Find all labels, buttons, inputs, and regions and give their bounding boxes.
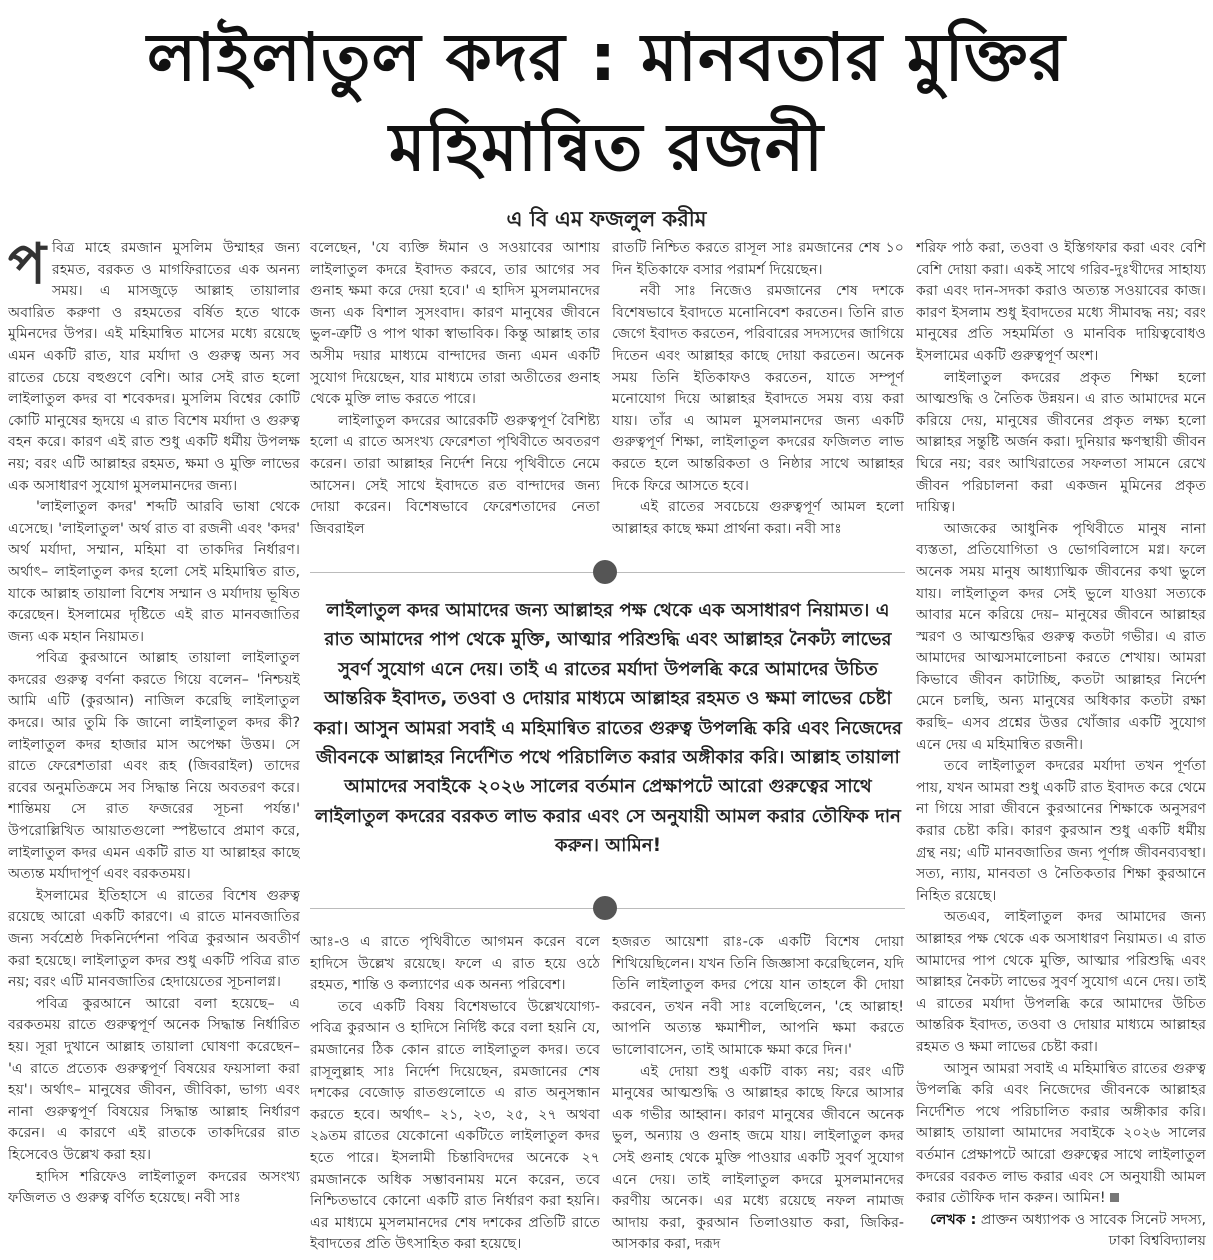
article-column-4 bbox=[916, 238, 1206, 1258]
end-mark-icon bbox=[1110, 1193, 1119, 1202]
author-description: প্রাক্তন অধ্যাপক ও সাবেক সিনেট সদস্য, ঢাকা বিশ্ববিদ্যালয় bbox=[980, 1211, 1206, 1250]
article-column-2-top bbox=[310, 238, 600, 548]
paragraph: পবিত্র কুরআনে আরো বলা হয়েছে– এ বরকতময় রাতে গুরুত্বপূর্ণ অনেক সিদ্ধান্ত নির্ধারিত হয়। সূরা দুখানে আল্লাহ তায়ালা ঘোষণা করেছেন– 'এ রাতে প্রত্যেক গুরুত্বপূর্ণ বিষয়ের ফয়সালা করা হয়'। অর্থাৎ– মানুষের জীবন, জীবিকা, ভাগ্য এবং নানা গুরুত্বপূর্ণ বিষয়ের সিদ্ধান্ত আল্লাহ নির্ধারণ করেন। এ কারণে এই রাতকে তাকদিরের রাত হিসেবেও উল্লেখ করা হয়। bbox=[8, 995, 300, 1163]
paragraph: হাদিস শরিফেও লাইলাতুল কদরের অসংখ্য ফজিলত ও গুরুত্ব বর্ণিত হয়েছে। নবী সাঃ bbox=[8, 1168, 300, 1207]
paragraph: লাইলাতুল কদরের আরেকটি গুরুত্বপূর্ণ বৈশিষ্ট্য হলো এ রাতে অসংখ্য ফেরেশতা পৃথিবীতে অবতরণ করেন। তারা আল্লাহর নির্দেশ নিয়ে পৃথিবীতে নেমে আসেন। সেই সাথে ইবাদতে রত বান্দাদের জন্য দোয়া করেন। বিশেষভাবে ফেরেশতাদের নেতা জিবরাইল bbox=[310, 412, 600, 537]
article-column-2-bottom bbox=[310, 932, 600, 1257]
author-note bbox=[916, 1210, 1206, 1253]
paragraph: এই রাতের সবচেয়ে গুরুত্বপূর্ণ আমল হলো আল্লাহর কাছে ক্ষমা প্রার্থনা করা। নবী সাঃ bbox=[612, 499, 904, 537]
article-column-3-bottom bbox=[612, 932, 904, 1257]
paragraph: আঃ-ও এ রাতে পৃথিবীতে আগমন করেন বলে হাদিসে উল্লেখ রয়েছে। ফলে এ রাত হয়ে ওঠে রহমত, শান্তি ও কল্যাণের এক অনন্য পরিবেশ। bbox=[310, 934, 600, 994]
article-column-1 bbox=[8, 238, 300, 1258]
pull-quote: লাইলাতুল কদর আমাদের জন্য আল্লাহর পক্ষ থেকে এক অসাধারণ নিয়ামত। এ রাত আমাদের পাপ থেকে মুক্তি, আত্মার পরিশুদ্ধি এবং আল্লাহর নৈকট্য লাভের সুবর্ণ সুযোগ এনে দেয়। তাই এ রাতের মর্যাদা উপলব্ধি করে আমাদের উচিত আন্তরিক ইবাদত, তওবা ও দোয়ার মাধ্যমে আল্লাহর রহমত ও ক্ষমা লাভের চেষ্টা করা। আসুন আমরা সবাই এ মহিমান্বিত রাতের গুরুত্ব উপলব্ধি করি এবং নিজেদের জীবনকে আল্লাহর নির্দেশিত পথে পরিচালিত করার অঙ্গীকার করি। আল্লাহ তায়ালা আমাদের সবাইকে ২০২৬ সালের বর্তমান প্রেক্ষাপটে আরো গুরুত্বের সাথে লাইলাতুল কদরের বরকত লাভ করার এবং সে অনুযায়ী আমল করার তৌফিক দান করুন। আমিন! bbox=[313, 600, 903, 857]
article-column-3-top bbox=[612, 238, 904, 548]
paragraph bbox=[8, 238, 300, 497]
byline: এ বি এম ফজলুল করীম bbox=[506, 207, 707, 231]
paragraph: লাইলাতুল কদরের প্রকৃত শিক্ষা হলো আত্মশুদ্ধি ও নৈতিক উন্নয়ন। এ রাত আমাদের মনে করিয়ে দেয়, মানুষের জীবনের প্রকৃত লক্ষ্য হলো আল্লাহর সন্তুষ্টি অর্জন করা। দুনিয়ার ক্ষণস্থায়ী জীবন ঘিরে নয়; বরং আখিরাতের সফলতা সামনে রেখে জীবন পরিচালনা করা একজন মুমিনের প্রকৃত দায়িত্ব। bbox=[916, 369, 1206, 516]
paragraph: তবে লাইলাতুল কদরের মর্যাদা তখন পূর্ণতা পায়, যখন আমরা শুধু একটি রাত ইবাদত করে থেমে না গিয়ে সারা জীবনে কুরআনের শিক্ষাকে অনুসরণ করার চেষ্টা করি। কারণ কুরআন শুধু একটি ধর্মীয় গ্রন্থ নয়; এটি মানবজাতির জন্য পূর্ণাঙ্গ জীবনব্যবস্থা। সত্য, ন্যায়, মানবতা ও নৈতিকতার শিক্ষা কুরআনে নিহিত রয়েছে। bbox=[916, 758, 1206, 904]
paragraph: রাতটি নিশ্চিত করতে রাসূল সাঃ রমজানের শেষ ১০ দিন ইতিকাফে বসার পরামর্শ দিয়েছেন। bbox=[612, 240, 904, 278]
paragraph: ইসলামের ইতিহাসে এ রাতের বিশেষ গুরুত্ব রয়েছে আরো একটি কারণে। এ রাতে মানবজাতির জন্য সর্বশ্রেষ্ঠ দিকনির্দেশনা পবিত্র কুরআন অবতীর্ণ করা হয়েছে। লাইলাতুল কদর শুধু একটি পবিত্র রাত নয়; বরং এটি মানবজাতির হেদায়েতের সূচনালগ্ন। bbox=[8, 887, 300, 991]
paragraph-text: বিত্র মাহে রমজান মুসলিম উম্মাহর জন্য রহমত, বরকত ও মাগফিরাতের এক অনন্য সময়। এ মাসজুড়ে আল্লাহ তায়ালার অবারিত করুণা ও রহমতের বর্ষিত হতে থাকে মুমিনদের উপর। এই মহিমান্বিত মাসের মধ্যে রয়েছে এমন একটি রাত, যার মর্যাদা ও গুরুত্ব অন্য সব রাতের চেয়ে বহুগুণে বেশি। আর সেই রাত হলো লাইলাতুল কদর বা শবেকদর। মুসলিম বিশ্বের কোটি কোটি মানুষের হৃদয়ে এ রাত বিশেষ মর্যাদা ও গুরুত্ব বহন করে। কারণ এই রাত শুধু একটি ধর্মীয় উপলক্ষ নয়; বরং এটি আল্লাহর রহমত, ক্ষমা ও মুক্তি লাভের এক অসাধারণ সুযোগ মুসলমানদের জন্য। bbox=[8, 240, 300, 494]
divider-dot-icon bbox=[593, 560, 617, 584]
paragraph-text: আসুন আমরা সবাই এ মহিমান্বিত রাতের গুরুত্ব উপলব্ধি করি এবং নিজেদের জীবনকে আল্লাহর নির্দেশিত পথে পরিচালিত করার অঙ্গীকার করি। আল্লাহ তায়ালা আমাদের সবাইকে ২০২৬ সালের বর্তমান প্রেক্ষাপটে আরো গুরুত্বের সাথে লাইলাতুল কদরের বরকত লাভ করার এবং সে অনুযায়ী আমল করার তৌফিক দান করুন। আমিন! bbox=[916, 1060, 1206, 1207]
paragraph: নবী সাঃ নিজেও রমজানের শেষ দশকে বিশেষভাবে ইবাদতে মনোনিবেশ করতেন। তিনি রাত জেগে ইবাদত করতেন, পরিবারের সদস্যদের জাগিয়ে দিতেন এবং আল্লাহর কাছে দোয়া করতেন। অনেক সময় তিনি ইতিকাফও করতেন, যাতে সম্পূর্ণ মনোযোগ দিয়ে আল্লাহর ইবাদতে সময় ব্যয় করা যায়। তাঁর এ আমল মুসলমানদের জন্য একটি গুরুত্বপূর্ণ শিক্ষা, লাইলাতুল কদরের ফজিলত লাভ করতে হলে আন্তরিকতা ও নিষ্ঠার সাথে আল্লাহর দিকে ফিরে আসতে হবে। bbox=[612, 283, 904, 494]
headline-line-1: লাইলাতুল কদর : মানবতার মুক্তির bbox=[147, 19, 1066, 96]
paragraph: শরিফ পাঠ করা, তওবা ও ইস্তিগফার করা এবং বেশি বেশি দোয়া করা। একই সাথে গরিব-দুঃখীদের সাহায্য করা এবং দান-সদকা করাও অত্যন্ত সওয়াবের কাজ। কারণ ইসলাম শুধু ইবাদতের মধ্যে সীমাবদ্ধ নয়; বরং মানুষের প্রতি সহমর্মিতা ও মানবিক দায়িত্ববোধও ইসলামের একটি গুরুত্বপূর্ণ অংশ। bbox=[916, 240, 1206, 364]
paragraph bbox=[916, 1059, 1206, 1210]
paragraph: এই দোয়া শুধু একটি বাক্য নয়; বরং এটি মানুষের আত্মশুদ্ধি ও আল্লাহর কাছে ফিরে আসার এক গভীর আহ্বান। কারণ মানুষের জীবনে অনেক ভুল, অন্যায় ও গুনাহ জমে যায়। লাইলাতুল কদর সেই গুনাহ থেকে মুক্তি পাওয়ার একটি সুবর্ণ সুযোগ এনে দেয়। তাই লাইলাতুল কদরে মুসলমানদের করণীয় অনেক। এর মধ্যে রয়েছে নফল নামাজ আদায় করা, কুরআন তিলাওয়াত করা, জিকির-আসকার করা, দরূদ bbox=[612, 1063, 904, 1253]
paragraph: হজরত আয়েশা রাঃ-কে একটি বিশেষ দোয়া শিখিয়েছিলেন। যখন তিনি জিজ্ঞাসা করেছিলেন, যদি তিনি লাইলাতুল কদর পেয়ে যান তাহলে কী দোয়া করবেন, তখন নবী সাঃ বলেছিলেন, 'হে আল্লাহ! আপনি অত্যন্ত ক্ষমাশীল, আপনি ক্ষমা করতে ভালোবাসেন, তাই আমাকে ক্ষমা করে দিন।' bbox=[612, 934, 904, 1058]
drop-cap: প bbox=[8, 238, 47, 297]
headline-line-2: মহিমান্বিত রজনী bbox=[388, 109, 824, 186]
paragraph: বলেছেন, 'যে ব্যক্তি ঈমান ও সওয়াবের আশায় লাইলাতুল কদরে ইবাদত করবে, তার আগের সব গুনাহ ক্ষমা করে দেয়া হবে।' এ হাদিস মুসলমানদের জন্য এক বিশাল সুসংবাদ। কারণ মানুষের জীবনে ভুল-ত্রুটি ও পাপ থাকা স্বাভাবিক। কিন্তু আল্লাহ তার অসীম দয়ার মাধ্যমে বান্দাদের জন্য এমন একটি সুযোগ দিয়েছেন, যার মাধ্যমে তারা অতীতের গুনাহ থেকে মুক্তি লাভ করতে পারে। bbox=[310, 240, 600, 408]
paragraph: তবে একটি বিষয় বিশেষভাবে উল্লেখযোগ্য- পবিত্র কুরআন ও হাদিসে নির্দিষ্ট করে বলা হয়নি যে, রমজানের ঠিক কোন রাতে লাইলাতুল কদর। তবে রাসূলুল্লাহ সাঃ নির্দেশ দিয়েছেন, রমজানের শেষ দশকের বেজোড় রাতগুলোতে এ রাত অনুসন্ধান করতে হবে। অর্থাৎ– ২১, ২৩, ২৫, ২৭ অথবা ২৯তম রাতের যেকোনো একটিতে লাইলাতুল কদর হতে পারে। ইসলামী চিন্তাবিদদের অনেকে ২৭ রমজানকে অধিক সম্ভাবনাময় মনে করেন, তবে নিশ্চিতভাবে কোনো একটি রাত নির্ধারণ করা হয়নি। এর মাধ্যমে মুসলমানদের শেষ দশকের প্রতিটি রাতে ইবাদতের প্রতি উৎসাহিত করা হয়েছে। bbox=[310, 998, 600, 1253]
paragraph: 'লাইলাতুল কদর' শব্দটি আরবি ভাষা থেকে এসেছে। 'লাইলাতুল' অর্থ রাত বা রজনী এবং 'কদর' অর্থ মর্যাদা, সম্মান, মহিমা বা তাকদির নির্ধারণ। অর্থাৎ– লাইলাতুল কদর হলো সেই মহিমান্বিত রাত, যাকে আল্লাহ তায়ালা বিশেষ সম্মান ও মর্যাদায় ভূষিত করেছেন। ইসলামের দৃষ্টিতে এই রাত মানবজাতির জন্য এক মহান নিয়ামত। bbox=[8, 499, 300, 645]
paragraph: অতএব, লাইলাতুল কদর আমাদের জন্য আল্লাহর পক্ষ থেকে এক অসাধারণ নিয়ামত। এ রাত আমাদের পাপ থেকে মুক্তি, আত্মার পরিশুদ্ধি এবং আল্লাহর নৈকট্য লাভের সুবর্ণ সুযোগ এনে দেয়। তাই এ রাতের মর্যাদা উপলব্ধি করে আমাদের উচিত আন্তরিক ইবাদত, তওবা ও দোয়ার মাধ্যমে আল্লাহর রহমত ও ক্ষমা লাভের চেষ্টা করা। bbox=[916, 909, 1206, 1055]
author-label: লেখক : bbox=[930, 1211, 977, 1228]
paragraph: আজকের আধুনিক পৃথিবীতে মানুষ নানা ব্যস্ততা, প্রতিযোগিতা ও ভোগবিলাসে মগ্ন। ফলে অনেক সময় মানুষ আধ্যাত্মিক জীবনের কথা ভুলে যায়। লাইলাতুল কদর সেই ভুলে যাওয়া সত্যকে আবার মনে করিয়ে দেয়– মানুষের জীবনে আল্লাহর স্মরণ ও আত্মশুদ্ধির গুরুত্ব কতটা গভীর। এ রাত আমাদের আত্মসমালোচনা করতে শেখায়। আমরা কিভাবে জীবন কাটাচ্ছি, কতটা আল্লাহর নির্দেশ মেনে চলছি, অন্য মানুষের অধিকার কতটা রক্ষা করছি– এসব প্রশ্নের উত্তর খোঁজার একটি সুযোগ এনে দেয় এ মহিমান্বিত রজনী। bbox=[916, 520, 1206, 753]
divider-dot-icon bbox=[593, 896, 617, 920]
paragraph: পবিত্র কুরআনে আল্লাহ তায়ালা লাইলাতুল কদরের গুরুত্ব বর্ণনা করতে গিয়ে বলেন– 'নিশ্চয়ই আমি এটি (কুরআন) নাজিল করেছি লাইলাতুল কদরে। আর তুমি কি জানো লাইলাতুল কদর কী? লাইলাতুল কদর হাজার মাস অপেক্ষা উত্তম। সে রাতে ফেরেশতারা এবং রূহ (জিবরাইল) তাদের রবের অনুমতিক্রমে সব সিদ্ধান্ত নিয়ে অবতরণ করে। শান্তিময় সে রাত ফজরের সূচনা পর্যন্ত।' উপরোল্লিখিত আয়াতগুলো স্পষ্টভাবে প্রমাণ করে, লাইলাতুল কদর এমন একটি রাত যা আল্লাহর কাছে অত্যন্ত মর্যাদাপূর্ণ এবং বরকতময়। bbox=[8, 650, 300, 883]
